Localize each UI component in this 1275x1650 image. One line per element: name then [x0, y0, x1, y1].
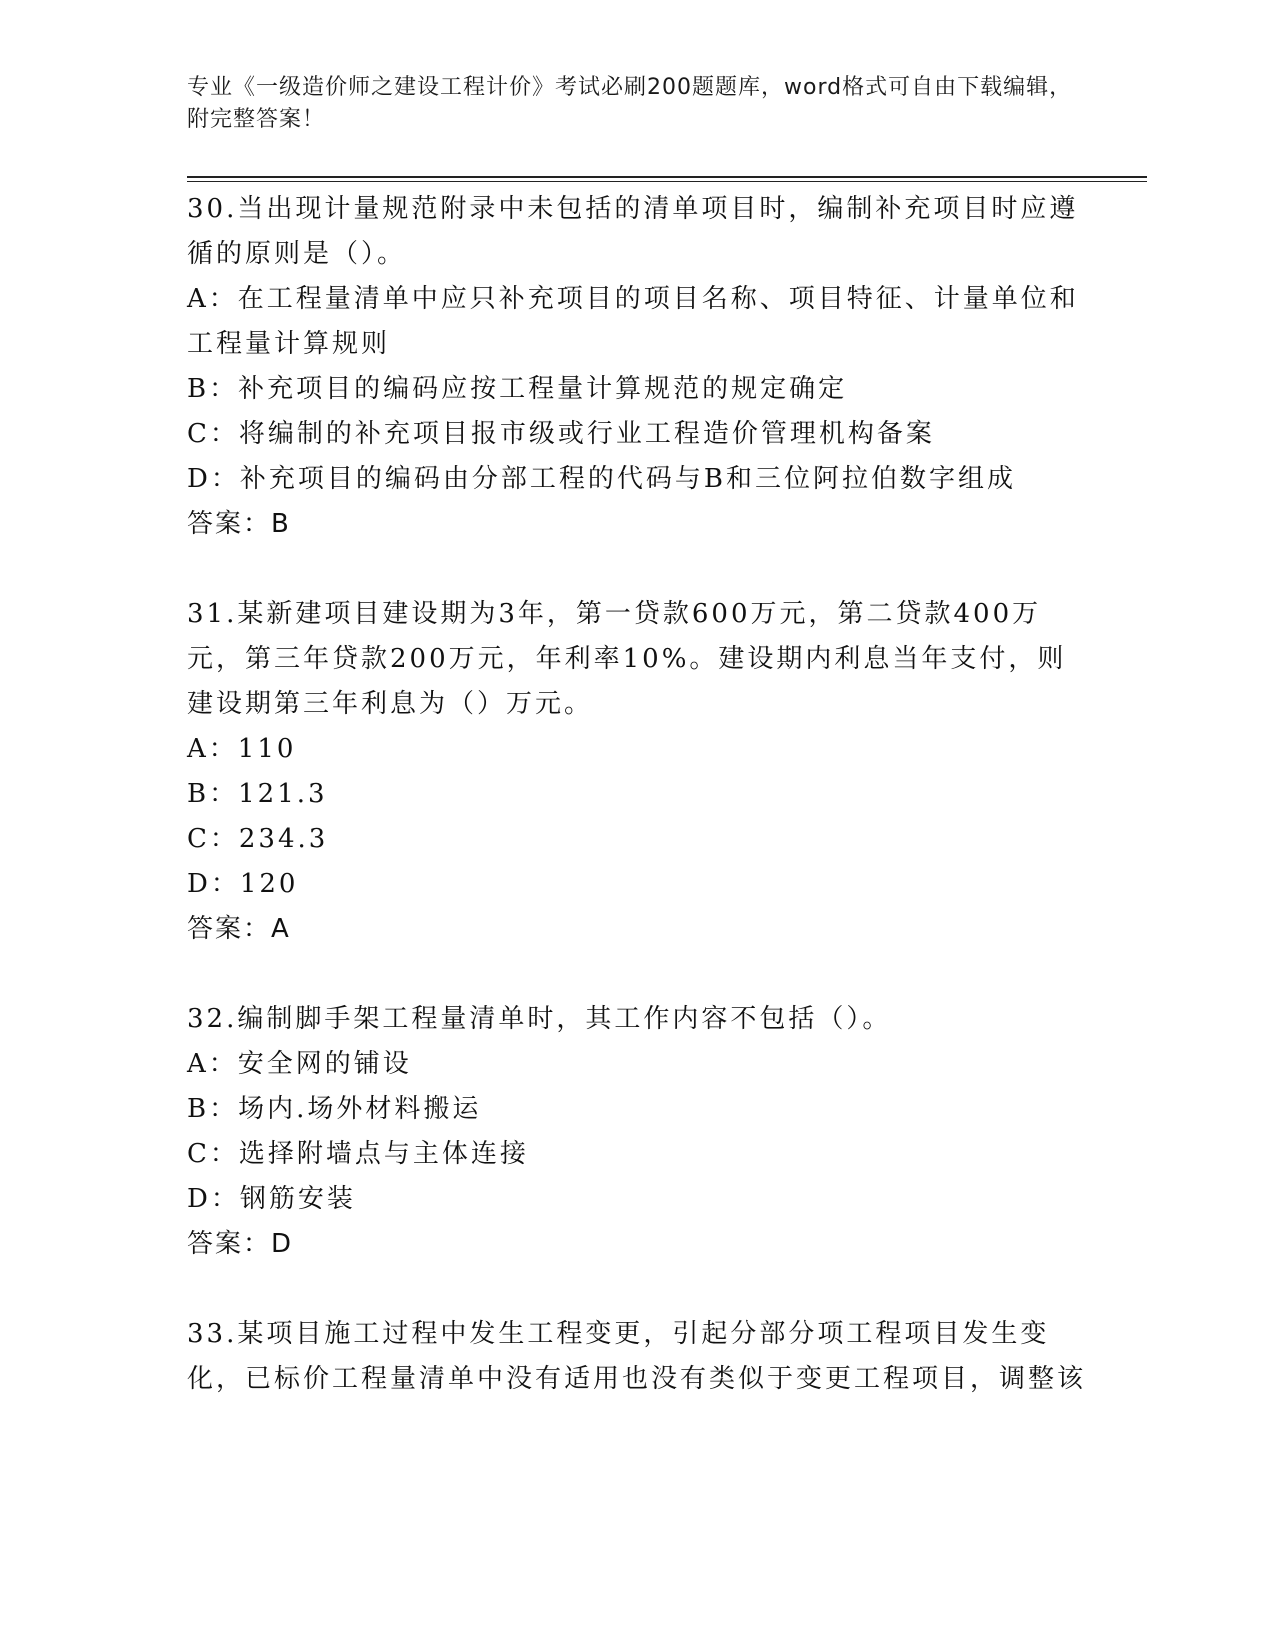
- answer: 答案：B: [187, 509, 291, 539]
- option-d: D：120: [187, 869, 299, 899]
- question-stem: 33.某项目施工过程中发生工程变更，引起分部分项工程项目发生变化，已标价工程量清单中没有适用也没有类似于变更工程项目，调整该: [187, 1319, 1087, 1394]
- question-stem: 30.当出现计量规范附录中未包括的清单项目时，编制补充项目时应遵循的原则是（）。: [187, 194, 1079, 269]
- option-a: A：在工程量清单中应只补充项目的项目名称、项目特征、计量单位和工程量计算规则: [187, 284, 1079, 359]
- answer: 答案：A: [187, 914, 291, 944]
- option-a: A：安全网的铺设: [187, 1049, 412, 1079]
- option-b: B：场内.场外材料搬运: [187, 1094, 482, 1124]
- option-a: A：110: [187, 734, 297, 764]
- option-d: D：补充项目的编码由分部工程的代码与B和三位阿拉伯数字组成: [187, 464, 1016, 494]
- header-divider: [187, 176, 1147, 182]
- question-30: [187, 187, 1087, 547]
- question-list: [187, 187, 1087, 1447]
- option-c: C：将编制的补充项目报市级或行业工程造价管理机构备案: [187, 419, 935, 449]
- option-b: B：补充项目的编码应按工程量计算规范的规定确定: [187, 374, 848, 404]
- page-header: 专业《一级造价师之建设工程计价》考试必刷200题题库，word格式可自由下载编辑，附完整答案！: [187, 75, 1073, 132]
- question-31: [187, 592, 1087, 952]
- question-32: [187, 997, 1087, 1267]
- question-stem: 32.编制脚手架工程量清单时，其工作内容不包括（）。: [187, 1004, 892, 1034]
- option-d: D：钢筋安装: [187, 1184, 356, 1214]
- option-c: C：选择附墙点与主体连接: [187, 1139, 529, 1169]
- question-33: [187, 1312, 1087, 1402]
- option-c: C：234.3: [187, 824, 329, 854]
- question-stem: 31.某新建项目建设期为3年，第一贷款600万元，第二贷款400万元，第三年贷款200万元，年利率10%。建设期内利息当年支付，则建设期第三年利息为（）万元。: [187, 599, 1067, 719]
- answer: 答案：D: [187, 1229, 294, 1259]
- option-b: B：121.3: [187, 779, 328, 809]
